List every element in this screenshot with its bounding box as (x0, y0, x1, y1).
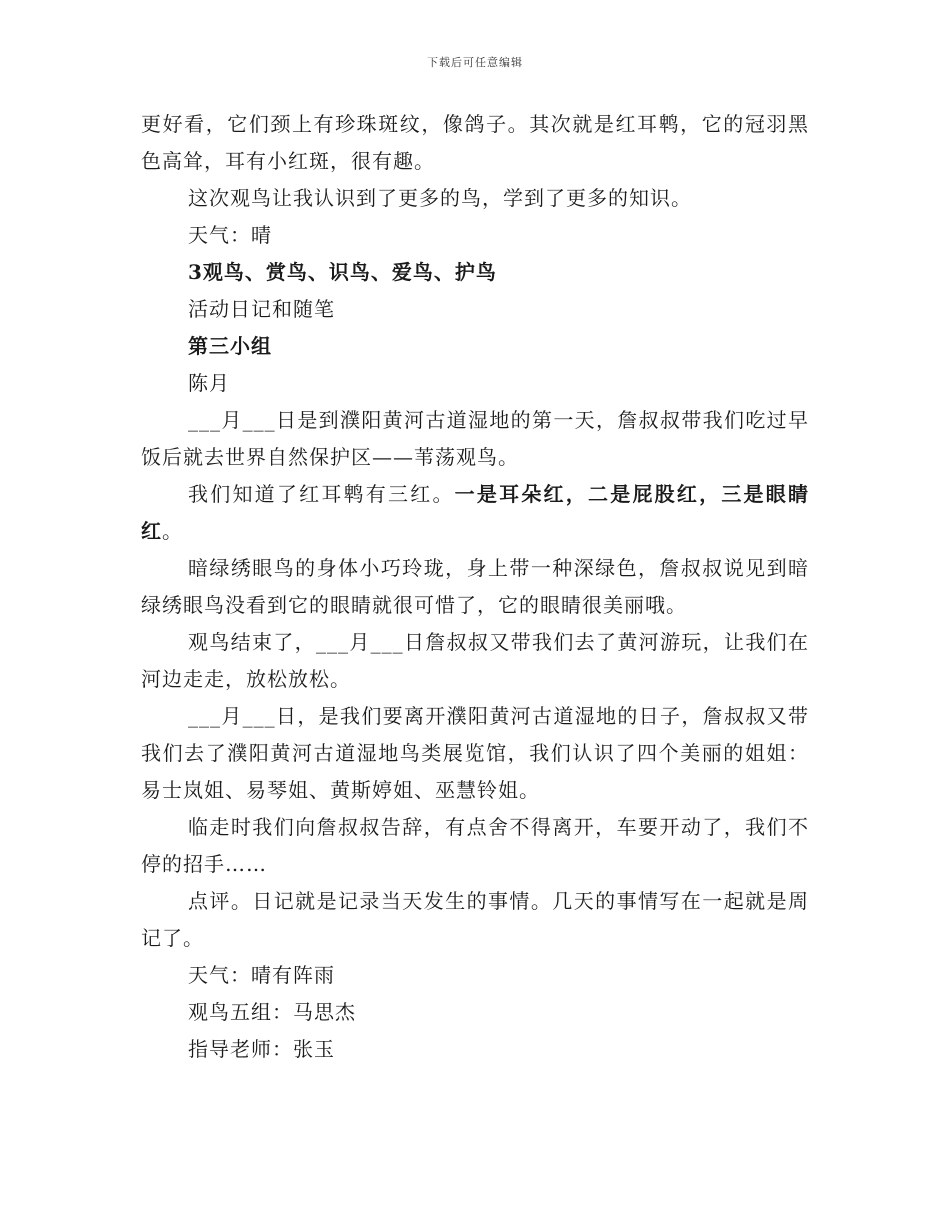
paragraph-continued: 更好看，它们颈上有珍珠斑纹，像鸽子。其次就是红耳鹎，它的冠羽黑色高耸，耳有小红斑，很有趣。 (141, 112, 809, 173)
paragraph-farewell: 临走时我们向詹叔叔告辞，有点舍不得离开，车要开动了，我们不停的招手…… (141, 815, 809, 876)
three-reds-bold: 一是耳朵红，二是屁股红，三是眼睛红 (141, 482, 810, 543)
weather-line: 天气：晴 (188, 223, 272, 247)
document-body (141, 106, 809, 1068)
three-reds-end: 。 (162, 519, 183, 543)
teacher-line: 指导老师：张玉 (188, 1037, 335, 1061)
paragraph-museum: ___月___日，是我们要离开濮阳黄河古道湿地的日子，詹叔叔又带我们去了濮阳黄河古道湿地鸟类展览馆，我们认识了四个美丽的姐姐：易士岚姐、易琴姐、黄斯婷姐、巫慧铃姐。 (141, 704, 809, 802)
paragraph-first-day: ___月___日是到濮阳黄河古道湿地的第一天，詹叔叔带我们吃过早饭后就去世界自然保护区——苇荡观鸟。 (141, 408, 809, 469)
section-subtitle: 活动日记和随笔 (188, 297, 335, 321)
weather-line-2: 天气：晴有阵雨 (188, 963, 335, 987)
paragraph-yellow-river: 观鸟结束了，___月___日詹叔叔又带我们去了黄河游玩，让我们在河边走走，放松放松。 (141, 630, 809, 691)
three-reds-intro: 我们知道了红耳鹎有三红。 (188, 482, 455, 506)
paragraph-three-reds (141, 476, 809, 550)
paragraph-comment: 点评。日记就是记录当天发生的事情。几天的事情写在一起就是周记了。 (141, 889, 809, 950)
paragraph-summary: 这次观鸟让我认识到了更多的鸟，学到了更多的知识。 (188, 186, 692, 210)
author-name: 陈月 (188, 371, 230, 395)
paragraph-white-eye: 暗绿绣眼鸟的身体小巧玲珑，身上带一种深绿色，詹叔叔说见到暗绿绣眼鸟没看到它的眼睛就很可惜了，它的眼睛很美丽哦。 (141, 556, 809, 617)
group-name: 第三小组 (188, 334, 272, 358)
page-header: 下载后可任意编辑 (427, 56, 523, 69)
section-title: 3观鸟、赏鸟、识鸟、爱鸟、护鸟 (188, 260, 497, 284)
group-five-line: 观鸟五组：马思杰 (188, 1000, 356, 1024)
